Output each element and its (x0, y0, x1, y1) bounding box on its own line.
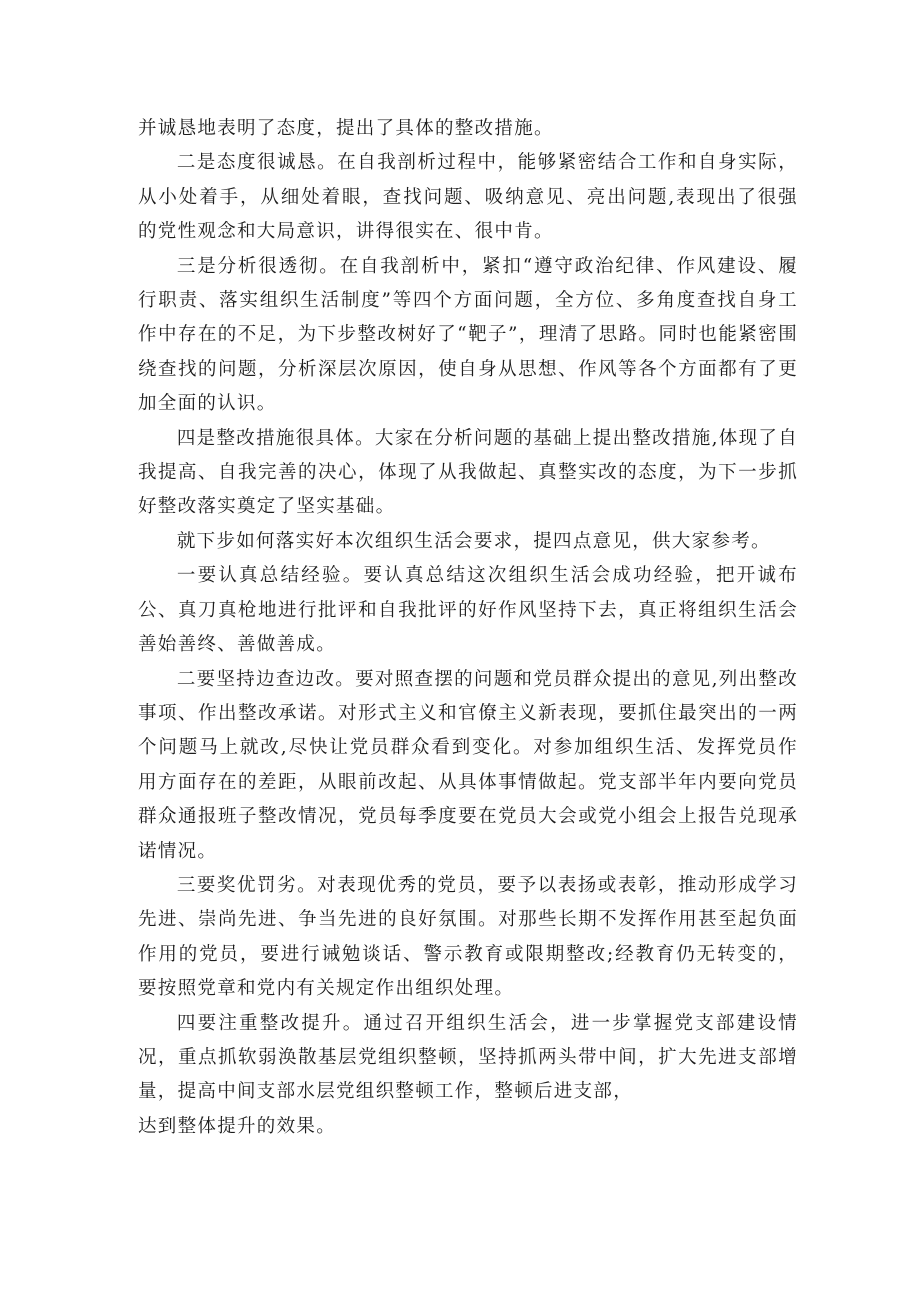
paragraph-2: 二是态度很诚恳。在自我剖析过程中，能够紧密结合工作和自身实际，从小处着手，从细处着眼，查找问题、吸纳意见、亮出问题,表现出了很强的党性观念和大局意识，讲得很实在、很中肯。 (138, 152, 798, 243)
paragraph-7: 二要坚持边查边改。要对照查摆的问题和党员群众提出的意见,列出整改事项、作出整改承诺。对形式主义和官僚主义新表现，要抓住最突出的一两个问题马上就改,尽快让党员群众看到变化。对参加组织生活、发挥党员作用方面存在的差距，从眼前改起、从具体事情做起。党支部半年内要向党员群众通报班子整改情况，党员每季度要在党员大会或党小组会上报告兑现承诺情况。 (138, 668, 798, 862)
paragraph-10: 达到整体提升的效果。 (138, 1115, 337, 1137)
paragraph-5: 就下步如何落实好本次组织生活会要求，提四点意见，供大家参考。 (176, 530, 771, 552)
paragraph-9: 四要注重整改提升。通过召开组织生活会，进一步掌握党支部建设情况，重点抓软弱涣散基层党组织整顿，坚持抓两头带中间，扩大先进支部增量，提高中间支部水层党组织整顿工作，整顿后进支部， (138, 1012, 798, 1103)
paragraph-3: 三是分析很透彻。在自我剖析中，紧扣“遵守政治纪律、作风建设、履行职责、落实组织生活制度”等四个方面问题，全方位、多角度查找自身工作中存在的不足，为下步整改树好了“靶子”，理清了思路。同时也能紧密围绕查找的问题，分析深层次原因，使自身从思想、作风等各个方面都有了更加全面的认识。 (138, 255, 798, 415)
paragraph-8: 三要奖优罚劣。对表现优秀的党员，要予以表扬或表彰，推动形成学习先进、崇尚先进、争当先进的良好氛围。对那些长期不发挥作用甚至起负面作用的党员，要进行诫勉谈话、警示教育或限期整改;经教育仍无转变的，要按照党章和党内有关规定作出组织处理。 (138, 874, 798, 1000)
paragraph-4: 四是整改措施很具体。大家在分析问题的基础上提出整改措施,体现了自我提高、自我完善的决心，体现了从我做起、真整实改的态度，为下一步抓好整改落实奠定了坚实基础。 (138, 427, 798, 518)
paragraph-1: 并诚恳地表明了态度，提出了具体的整改措施。 (138, 118, 554, 139)
document-body (138, 112, 798, 1144)
paragraph-6: 一要认真总结经验。要认真总结这次组织生活会成功经验，把开诚布公、真刀真枪地进行批评和自我批评的好作风坚持下去，真正将组织生活会善始善终、善做善成。 (138, 565, 798, 656)
